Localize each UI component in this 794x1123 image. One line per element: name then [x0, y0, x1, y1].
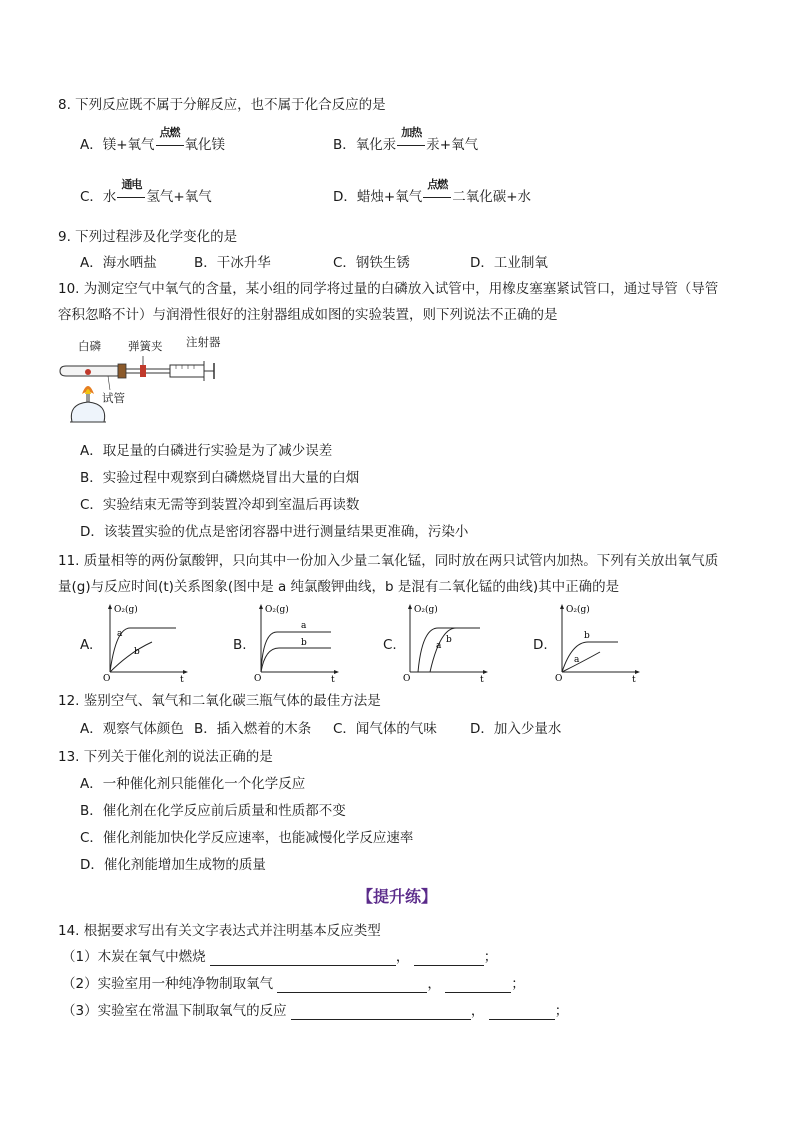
q10-stem-line1: 10. 为测定空气中氧气的含量，某小组的同学将过量的白磷放入试管中，用橡皮塞塞紧试管口，通过导管（导管: [58, 281, 719, 297]
q14-item-2: （2）实验室用一种纯净物制取氧气 ， ；: [62, 976, 525, 992]
q12-option-c[interactable]: C．闻气体的气味: [333, 721, 437, 737]
q8-stem: 8. 下列反应既不属于分解反应，也不属于化合反应的是: [58, 97, 386, 113]
label-tube: 试管: [102, 391, 125, 405]
q10-option-d[interactable]: D．该装置实验的优点是密闭容器中进行测量结果更准确，污染小: [80, 524, 469, 540]
q11-graph-c: [400, 602, 490, 682]
curve-a-label: a: [436, 641, 442, 651]
section-title: 【提升练】: [356, 887, 437, 906]
q9-option-d[interactable]: D．工业制氧: [470, 255, 548, 271]
answer-blank-2b[interactable]: [445, 978, 511, 993]
q8-option-d[interactable]: D．蜡烛+氧气 点燃 二氧化碳+水: [333, 178, 532, 205]
q8-option-a[interactable]: A．镁+氧气 点燃 氧化镁: [80, 126, 226, 153]
q9-option-a[interactable]: A．海水晒盐: [80, 255, 157, 271]
q11-graph-b: [251, 602, 341, 682]
q13-option-a[interactable]: A．一种催化剂只能催化一个化学反应: [80, 776, 306, 792]
q12-stem: 12. 鉴别空气、氧气和二氧化碳三瓶气体的最佳方法是: [58, 693, 381, 709]
origin-label: O: [555, 674, 563, 682]
q11-option-c[interactable]: C.: [383, 637, 397, 653]
curve-a-label: a: [574, 655, 580, 665]
answer-blank-2a[interactable]: [277, 978, 427, 993]
q12-option-d[interactable]: D．加入少量水: [470, 721, 562, 737]
axis-x-label: t: [331, 675, 335, 682]
label-syringe: 注射器: [186, 335, 221, 349]
q10-option-a[interactable]: A．取足量的白磷进行实验是为了减少误差: [80, 443, 333, 459]
curve-a-label: a: [117, 629, 123, 639]
q9-stem: 9. 下列过程涉及化学变化的是: [58, 229, 238, 245]
origin-label: O: [403, 674, 411, 682]
q9-option-b[interactable]: B．干冰升华: [194, 255, 271, 271]
q10-stem-line2: 容积忽略不计）与润滑性很好的注射器组成如图的实验装置，则下列说法不正确的是: [58, 307, 558, 323]
axis-x-label: t: [480, 675, 484, 682]
q13-option-c[interactable]: C．催化剂能加快化学反应速率，也能减慢化学反应速率: [80, 830, 414, 846]
curve-b-label: b: [134, 647, 140, 657]
curve-b-label: b: [584, 631, 590, 641]
answer-blank-1a[interactable]: [210, 951, 396, 966]
q10-option-b[interactable]: B．实验过程中观察到白磷燃烧冒出大量的白烟: [80, 470, 360, 486]
curve-a-label: a: [301, 621, 307, 631]
q11-stem-line2: 量(g)与反应时间(t)关系图象(图中是 a 纯氯酸钾曲线，b 是混有二氧化锰的曲线)其中正确的是: [58, 579, 620, 595]
answer-blank-3a[interactable]: [291, 1005, 471, 1020]
q13-option-d[interactable]: D．催化剂能增加生成物的质量: [80, 857, 266, 873]
q13-option-b[interactable]: B．催化剂在化学反应前后质量和性质都不变: [80, 803, 346, 819]
q12-option-b[interactable]: B．插入燃着的木条: [194, 721, 312, 737]
axis-y-label: O₂(g): [414, 605, 438, 615]
q8-option-b[interactable]: B．氧化汞 加热 汞+氧气: [333, 126, 479, 153]
axis-y-label: O₂(g): [114, 605, 138, 615]
curve-b-label: b: [446, 635, 452, 645]
q11-option-a[interactable]: A.: [80, 637, 94, 653]
curve-b-label: b: [301, 638, 307, 648]
answer-blank-3b[interactable]: [489, 1005, 555, 1020]
q14-item-3: （3）实验室在常温下制取氧气的反应 ， ；: [62, 1003, 569, 1019]
axis-x-label: t: [632, 675, 636, 682]
q11-option-b[interactable]: B.: [233, 637, 247, 653]
label-clamp: 弹簧夹: [128, 339, 163, 353]
q10-option-c[interactable]: C．实验结束无需等到装置冷却到室温后再读数: [80, 497, 360, 513]
origin-label: O: [103, 674, 111, 682]
q11-graph-a: [100, 602, 190, 682]
q8-option-c[interactable]: C．水 通电 氢气+氧气: [80, 178, 212, 205]
q13-stem: 13. 下列关于催化剂的说法正确的是: [58, 749, 273, 765]
q11-option-d[interactable]: D.: [533, 637, 548, 653]
label-phosphorus: 白磷: [78, 339, 101, 353]
axis-x-label: t: [180, 675, 184, 682]
q14-stem: 14. 根据要求写出有关文字表达式并注明基本反应类型: [58, 923, 381, 939]
origin-label: O: [254, 674, 262, 682]
q14-item-1: （1）木炭在氧气中燃烧 ， ；: [62, 949, 498, 965]
q11-stem-line1: 11. 质量相等的两份氯酸钾，只向其中一份加入少量二氧化锰，同时放在两只试管内加热。下列有关放出氧气质: [58, 553, 719, 569]
q11-graph-d: [552, 602, 642, 682]
q9-option-c[interactable]: C．钢铁生锈: [333, 255, 410, 271]
q10-apparatus-diagram: [58, 332, 228, 437]
axis-y-label: O₂(g): [265, 605, 289, 615]
q12-option-a[interactable]: A．观察气体颜色: [80, 721, 184, 737]
answer-blank-1b[interactable]: [414, 951, 484, 966]
axis-y-label: O₂(g): [566, 605, 590, 615]
